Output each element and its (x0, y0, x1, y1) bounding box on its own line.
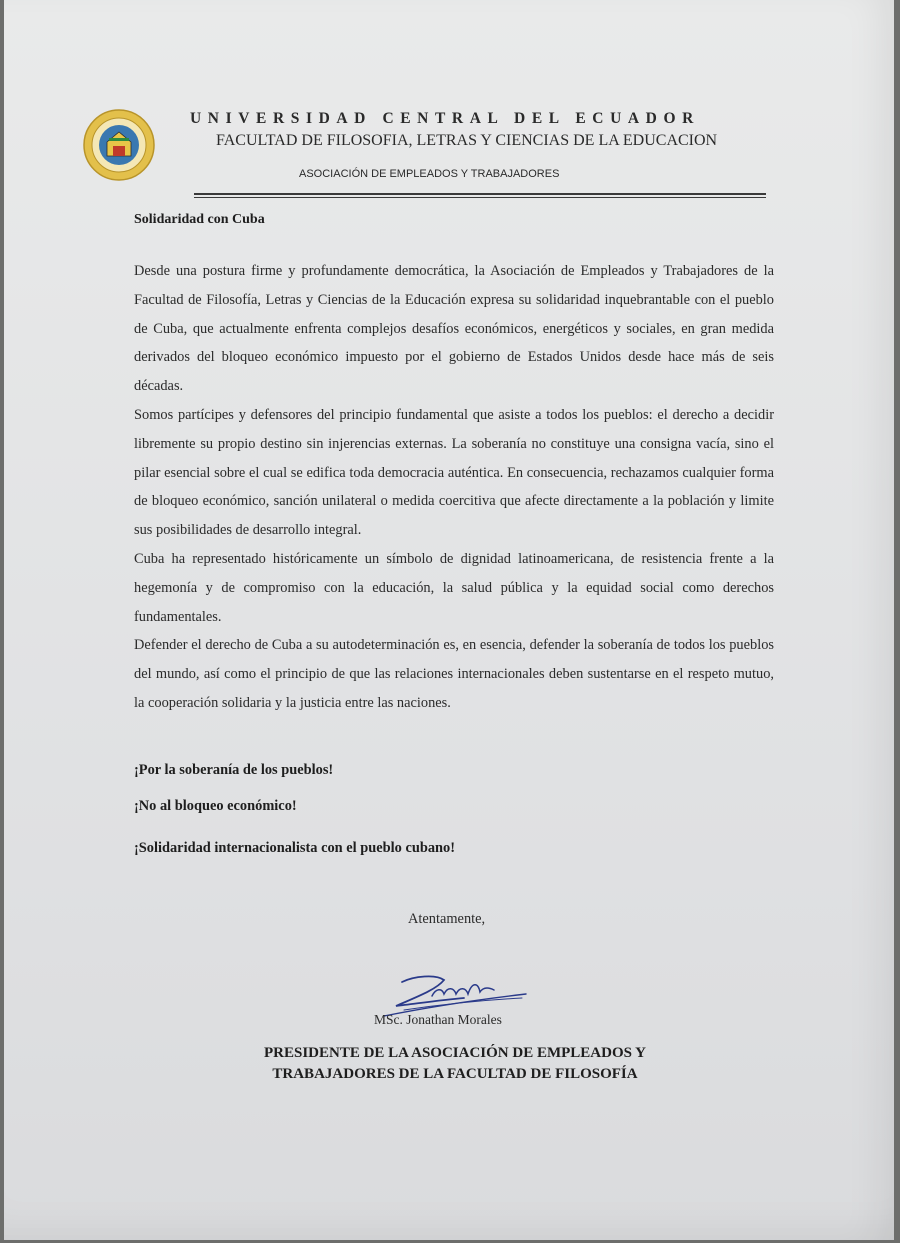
association-name: ASOCIACIÓN DE EMPLEADOS Y TRABAJADORES (299, 168, 560, 180)
paragraph: Defender el derecho de Cuba a su autodeterminación es, en esencia, defender la soberanía de todos los pueblos del mundo, así como el principio de que las relaciones internacionales deben sustentarse en el respeto mutuo, la cooperación solidaria y la justicia entre las naciones. (134, 637, 774, 711)
role-line: PRESIDENTE DE LA ASOCIACIÓN DE EMPLEADOS Y (263, 1045, 647, 1061)
university-seal-icon (82, 108, 156, 182)
paragraph: Cuba ha representado históricamente un símbolo de dignidad latinoamericana, de resistencia frente a la hegemonía y de compromiso con la educación, la salud pública y la equidad social como derechos fundamentales. (134, 550, 774, 625)
signer-name: MSc. Jonathan Morales (374, 1012, 502, 1027)
document-page (4, 0, 894, 1240)
header-divider-thin (194, 197, 766, 198)
paragraph: Somos partícipes y defensores del principio fundamental que asiste a todos los pueblos: el derecho a decidir libremente su propio destino sin injerencias externas. La soberanía no constituye una consigna vacía, sino el pilar esencial sobre el cual se edifica toda democracia auténtica. En consecuencia, rechazamos cualquier forma de bloqueo económico, sanción unilateral o medida coercitiva que afecte directamente a la población y limite sus posibilidades de desarrollo integral. (134, 406, 774, 539)
closing-salutation: Atentamente, (408, 911, 486, 927)
role-line: TRABAJADORES DE LA FACULTAD DE FILOSOFÍA (272, 1066, 638, 1082)
slogan: ¡Solidaridad internacionalista con el pueblo cubano! (134, 840, 456, 856)
signer-role (230, 1043, 680, 1085)
letter-body (134, 257, 774, 718)
header-divider (194, 193, 766, 195)
slogan: ¡No al bloqueo económico! (134, 798, 297, 814)
university-name: UNIVERSIDAD CENTRAL DEL ECUADOR (190, 110, 700, 127)
faculty-name: FACULTAD DE FILOSOFIA, LETRAS Y CIENCIAS DE LA EDUCACION (216, 132, 718, 149)
paragraph: Desde una postura firme y profundamente democrática, la Asociación de Empleados y Trabajadores de la Facultad de Filosofía, Letras y Ciencias de la Educación expresa su solidaridad inquebrantable con el pueblo de Cuba, que actualmente enfrenta complejos desafíos económicos, energéticos y sociales, en gran medida derivados del bloqueo económico impuesto por el gobierno de Estados Unidos desde hace más de seis décadas. (134, 263, 774, 395)
document-title: Solidaridad con Cuba (134, 212, 265, 227)
slogan: ¡Por la soberanía de los pueblos! (134, 762, 334, 778)
